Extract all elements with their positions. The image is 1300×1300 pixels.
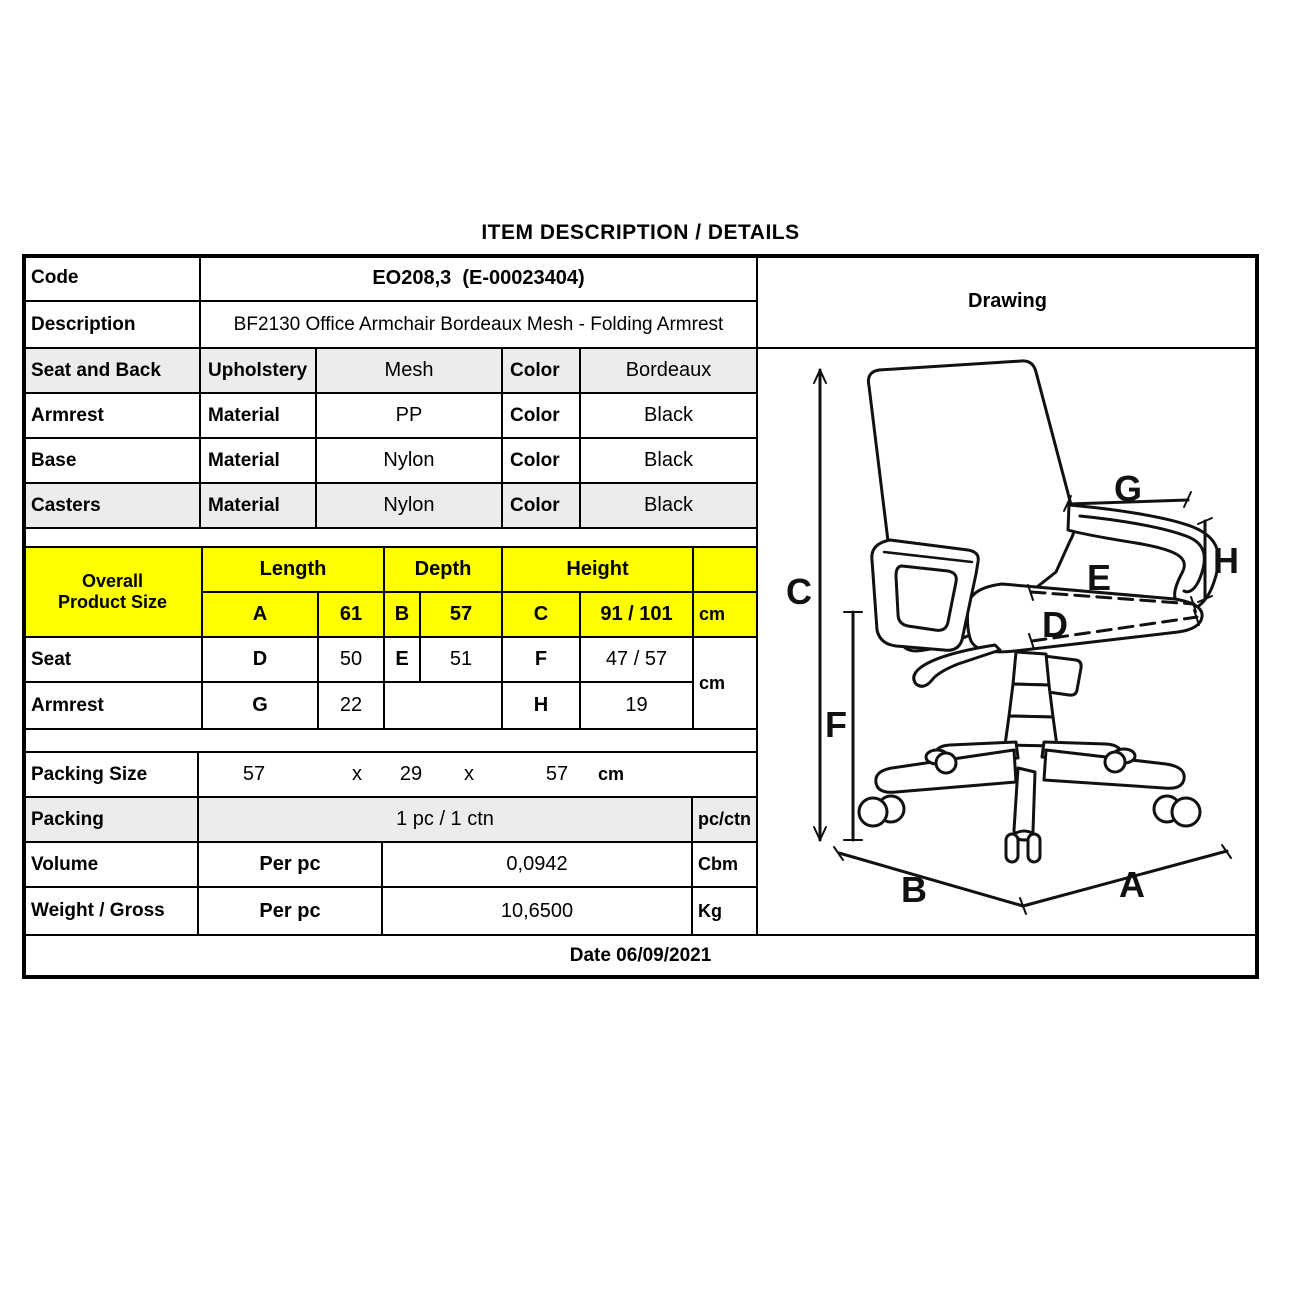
base-leg-front [1014,768,1035,840]
dim-label-a: A [1119,864,1145,905]
material-row-color: Black [579,482,758,529]
volume-per: Per pc [197,841,383,888]
drawing-area [756,347,1259,936]
dim-label-f: F [825,704,847,745]
caster-left-wheel-front [859,798,887,826]
material-row-attr: Material [199,437,317,484]
material-row-value: Nylon [315,482,503,529]
material-row-color-label: Color [501,347,581,394]
size-key-e: E [383,636,421,683]
chair-armrest-left-opening [896,566,956,630]
size-val-b: 57 [419,591,503,638]
packing-size-dim2: 29 [399,763,423,785]
spacer-row [22,728,758,753]
packing-label: Packing [22,796,199,843]
caster-front-wheel-left [1006,834,1018,862]
packing-size-label: Packing Size [22,751,199,798]
material-row-part: Base [22,437,201,484]
size-val-g: 22 [317,681,385,730]
size-val-c: 91 / 101 [579,591,694,638]
size-unit-seat-armrest: cm [692,636,758,730]
dim-label-c: C [786,571,812,612]
material-row-attr: Material [199,392,317,439]
size-col-length: Length [201,546,385,593]
material-row-attr: Upholstery [199,347,317,394]
chair-seat [967,584,1202,652]
material-row-part: Armrest [22,392,201,439]
packing-size-x1: x [352,763,362,785]
material-row-part: Seat and Back [22,347,201,394]
date-row: Date 06/09/2021 [22,934,1259,977]
packing-size-dim1: 57 [242,763,266,785]
packing-size-value [197,751,758,798]
packing-unit: pc/ctn [691,796,758,843]
size-val-a: 61 [317,591,385,638]
size-unit-overall: cm [692,591,758,638]
spec-table [22,254,1259,979]
material-row-color: Black [579,392,758,439]
material-row-attr: Material [199,482,317,529]
chair-gaslift-top [1013,652,1049,685]
chair-drawing [758,349,1257,934]
size-col-depth: Depth [383,546,503,593]
material-row-color-label: Color [501,437,581,484]
size-val-e: 51 [419,636,503,683]
caster-rear-right-wheel [1105,752,1125,772]
code-value: EO208,3 (E-00023404) [199,254,758,302]
material-row-color-label: Color [501,482,581,529]
volume-label: Volume [22,841,199,888]
size-val-d: 50 [317,636,385,683]
size-val-h: 19 [579,681,694,730]
packing-size-unit: cm [597,764,625,785]
armrest-row-label: Armrest [22,681,203,730]
dim-label-d: D [1042,604,1068,645]
caster-rear-left-wheel [936,753,956,773]
spacer-row [22,527,758,548]
material-row-color-label: Color [501,392,581,439]
drawing-title: Drawing [756,254,1259,349]
dim-label-h: H [1213,540,1239,581]
page-title: ITEM DESCRIPTION / DETAILS [481,221,800,244]
packing-value: 1 pc / 1 ctn [197,796,693,843]
size-key-f: F [501,636,581,683]
size-key-b: B [383,591,421,638]
size-val-f: 47 / 57 [579,636,694,683]
weight-unit: Kg [691,886,758,936]
dim-line-b [839,853,1023,906]
size-key-a: A [201,591,319,638]
material-row-part: Casters [22,482,201,529]
weight-value: 10,6500 [381,886,693,936]
size-group-label: Overall Product Size [22,546,203,638]
dim-label-e: E [1086,557,1112,598]
size-key-g: G [201,681,319,730]
material-row-value: PP [315,392,503,439]
code-label: Code [22,254,201,302]
size-key-d: D [201,636,319,683]
size-key-h: H [501,681,581,730]
weight-label: Weight / Gross [22,886,199,936]
caster-front-wheel-right [1028,834,1040,862]
packing-size-x2: x [464,763,474,785]
description-label: Description [22,300,201,349]
material-row-color: Black [579,437,758,484]
weight-per: Per pc [197,886,383,936]
seat-row-label: Seat [22,636,203,683]
size-col-height: Height [501,546,694,593]
volume-unit: Cbm [691,841,758,888]
size-empty-cell [383,681,503,730]
material-row-color: Bordeaux [579,347,758,394]
volume-value: 0,0942 [381,841,693,888]
material-row-value: Mesh [315,347,503,394]
dim-label-g: G [1113,468,1143,509]
size-key-c: C [501,591,581,638]
chair-gaslift-mid [1009,684,1053,717]
caster-right-wheel-front [1172,798,1200,826]
material-row-value: Nylon [315,437,503,484]
dim-label-b: B [901,869,927,910]
description-value: BF2130 Office Armchair Bordeaux Mesh - Folding Armrest [199,300,758,349]
packing-size-dim3: 57 [545,763,569,785]
size-header-unit-cell [692,546,758,593]
